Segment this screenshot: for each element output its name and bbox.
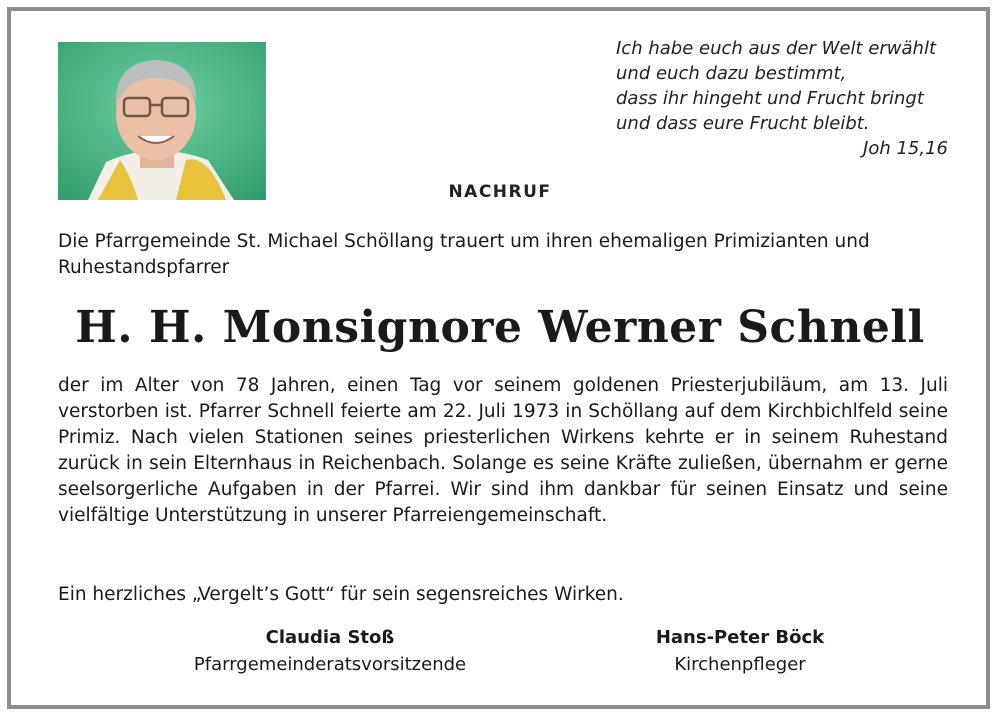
portrait-illustration [58,42,266,200]
thanks-text: Ein herzliches „Vergelt’s Gott“ für sein segensreiches Wirken. [58,584,624,605]
quote-line: und dass eure Frucht bleibt. [616,113,870,134]
quote-reference: Joh 15,16 [863,138,948,159]
obituary-heading: NACHRUF [448,182,552,202]
quote-line: Ich habe euch aus der Welt erwählt [616,38,937,59]
quote-line: und euch dazu bestimmt, [616,63,847,84]
signature-right [590,624,890,678]
signatory-name: Claudia Stoß [265,627,395,648]
signatory-role: Pfarrgemeinderatsvorsitzende [193,654,467,675]
signatory-name: Hans-Peter Böck [655,627,825,648]
quote-line: dass ihr hingeht und Frucht bringt [616,88,924,109]
intro-text: Die Pfarrgemeinde St. Michael Schöllang trauert um ihren ehemaligen Primizianten und Ruhestandspfarrer [58,231,870,278]
bible-quote [616,36,956,161]
portrait-photo [58,42,266,200]
deceased-name: H. H. Monsignore Werner Schnell [75,302,925,353]
signature-left [160,624,500,678]
signatory-role: Kirchenpfleger [674,654,806,675]
obituary-body: der im Alter von 78 Jahren, einen Tag vor seinem goldenen Priesterjubiläum, am 13. Juli verstorben ist. Pfarrer Schnell feierte am 22. Juli 1973 in Schöllang auf dem Kirchbichlfeld seine Primiz. Nach vielen Stationen seines priesterlichen Wirkens kehrte er in seinem Ruhestand zurück in sein Elternhaus in Reichenbach. Solange es seine Kräfte zuließen, übernahm er gerne seelsorgerliche Aufgaben in der Pfarrei. Wir sind ihm dankbar für seinen Einsatz und seine vielfältige Unterstützung in unserer Pfarreiengemeinschaft. [58,375,948,526]
